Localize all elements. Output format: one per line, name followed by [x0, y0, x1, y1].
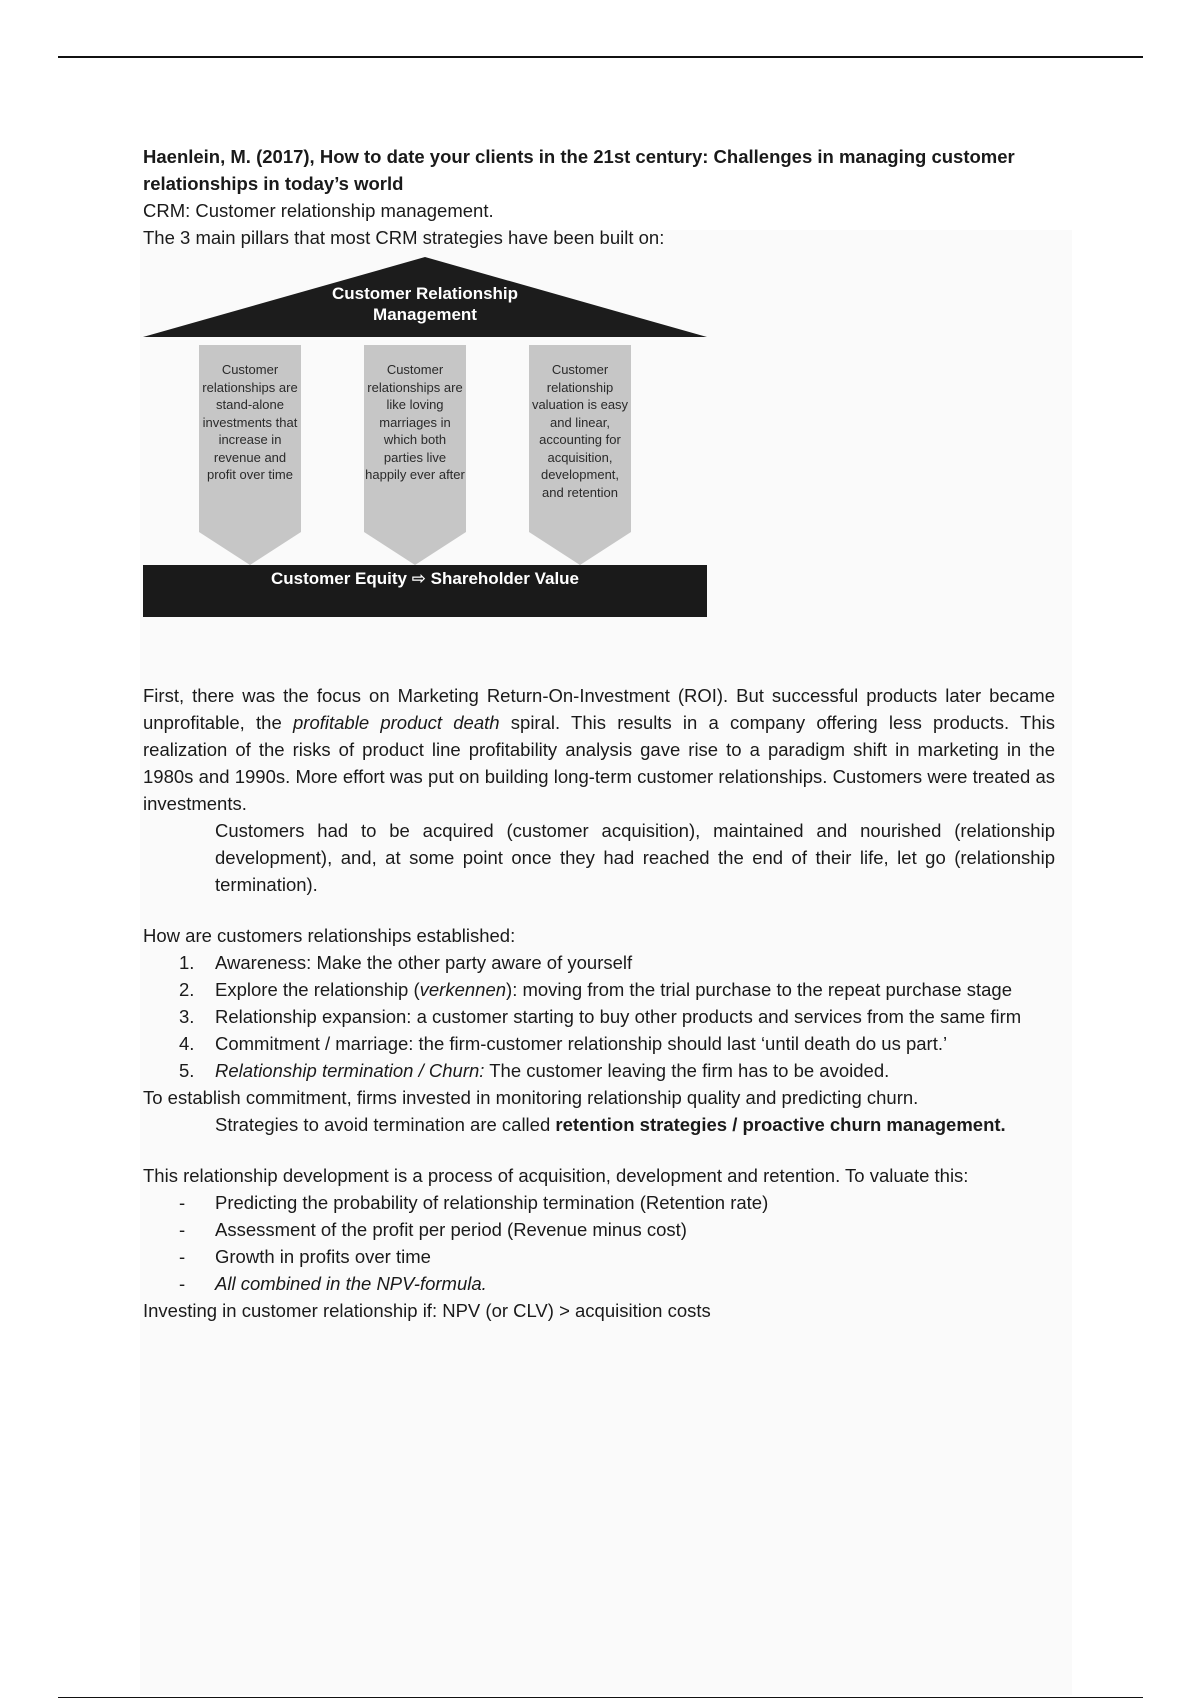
pillars-intro: The 3 main pillars that most CRM strategies have been built on:	[143, 227, 665, 248]
list-item-text: Assessment of the profit per period (Revenue minus cost)	[215, 1219, 687, 1240]
paragraph-acquisition: Customers had to be acquired (customer acquisition), maintained and nourished (relationship development), and, at some point once they had reached the end of their life, let go (relationship termination).	[215, 820, 1055, 895]
list-item	[143, 1030, 1055, 1057]
paragraph-roi-text-a: First, there was the focus on Marketing Return-On-Investment (ROI). But successful products later became unprofitable, the	[143, 685, 1055, 733]
retention-strategies-term: retention strategies / proactive churn management.	[555, 1114, 1006, 1135]
list-item-number: 4.	[179, 1033, 195, 1054]
list-item	[143, 1216, 1055, 1243]
list-item	[143, 1057, 1055, 1084]
list-item-text-post: ): moving from the trial purchase to the repeat purchase stage	[506, 979, 1012, 1000]
retention-text: Strategies to avoid termination are called	[215, 1114, 556, 1135]
list-item	[143, 1270, 1055, 1297]
investment-conclusion: Investing in customer relationship if: NPV (or CLV) > acquisition costs	[143, 1300, 711, 1321]
list-item	[143, 1003, 1055, 1030]
list-item-text: Explore the relationship (	[215, 979, 420, 1000]
bullet-dash: -	[179, 1246, 186, 1267]
list-item-number: 3.	[179, 1006, 195, 1027]
list-item-text: Growth in profits over time	[215, 1246, 431, 1267]
crm-definition: CRM: Customer relationship management.	[143, 200, 494, 221]
paragraph-roi	[143, 682, 1055, 817]
list-item-text-post: The customer leaving the firm has to be avoided.	[484, 1060, 890, 1081]
valuation-intro: This relationship development is a process of acquisition, development and retention. To valuate this:	[143, 1165, 969, 1186]
list-item	[143, 1189, 1055, 1216]
bottom-rule	[58, 1697, 1143, 1698]
diagram-pillar-3: Customer relationship valuation is easy and linear, accounting for acquisition, development, and retention	[531, 362, 629, 500]
bullet-dash: -	[179, 1192, 186, 1213]
crm-pillars-diagram	[143, 257, 707, 627]
steps-intro: How are customers relationships established:	[143, 925, 516, 946]
valuation-bullet-list	[143, 1189, 1055, 1297]
top-rule	[58, 56, 1143, 58]
list-item-emphasis: Relationship termination / Churn:	[215, 1060, 485, 1081]
list-item-emphasis: All combined in the NPV-formula.	[215, 1273, 487, 1294]
retention-sentence	[143, 1111, 1055, 1138]
commitment-sentence: To establish commitment, firms invested in monitoring relationship quality and predicting churn.	[143, 1087, 919, 1108]
diagram-roof-label	[143, 283, 707, 325]
relationship-steps-list	[143, 949, 1055, 1084]
list-item-text: Awareness: Make the other party aware of yourself	[215, 952, 633, 973]
bullet-dash: -	[179, 1219, 186, 1240]
list-item-number: 5.	[179, 1060, 195, 1081]
document-body	[143, 143, 1055, 1324]
diagram-base-label: Customer Equity ⇨ Shareholder Value	[270, 569, 580, 588]
roof-label-line-2: Management	[373, 305, 477, 324]
list-item	[143, 949, 1055, 976]
list-item-number: 2.	[179, 979, 195, 1000]
list-item-number: 1.	[179, 952, 195, 973]
document-title: Haenlein, M. (2017), How to date your clients in the 21st century: Challenges in managing customer relationships in today’s world	[143, 146, 1015, 194]
diagram-pillar-1: Customer relationships are stand-alone investments that increase in revenue and profit over time	[202, 362, 298, 482]
list-item	[143, 976, 1055, 1003]
list-item-emphasis: verkennen	[419, 979, 507, 1000]
list-item-text: Commitment / marriage: the firm-customer relationship should last ‘until death do us part.’	[215, 1033, 948, 1054]
paragraph-roi-text-b: spiral. This results in a company offering less products. This realization of the risks of product line profitability analysis gave rise to a paradigm shift in marketing in the 1980s and 1990s. More effort was put on building long-term customer relationships. Customers were treated as investments.	[143, 712, 1055, 814]
bullet-dash: -	[179, 1273, 186, 1294]
list-item-text: Relationship expansion: a customer starting to buy other products and services from the same firm	[215, 1006, 1022, 1027]
diagram-pillar-2: Customer relationships are like loving marriages in which both parties live happily ever after	[365, 362, 465, 482]
list-item	[143, 1243, 1055, 1270]
paragraph-roi-emphasis: profitable product death	[293, 712, 500, 733]
list-item-text: Predicting the probability of relationship termination (Retention rate)	[215, 1192, 769, 1213]
roof-label-line-1: Customer Relationship	[331, 284, 519, 303]
